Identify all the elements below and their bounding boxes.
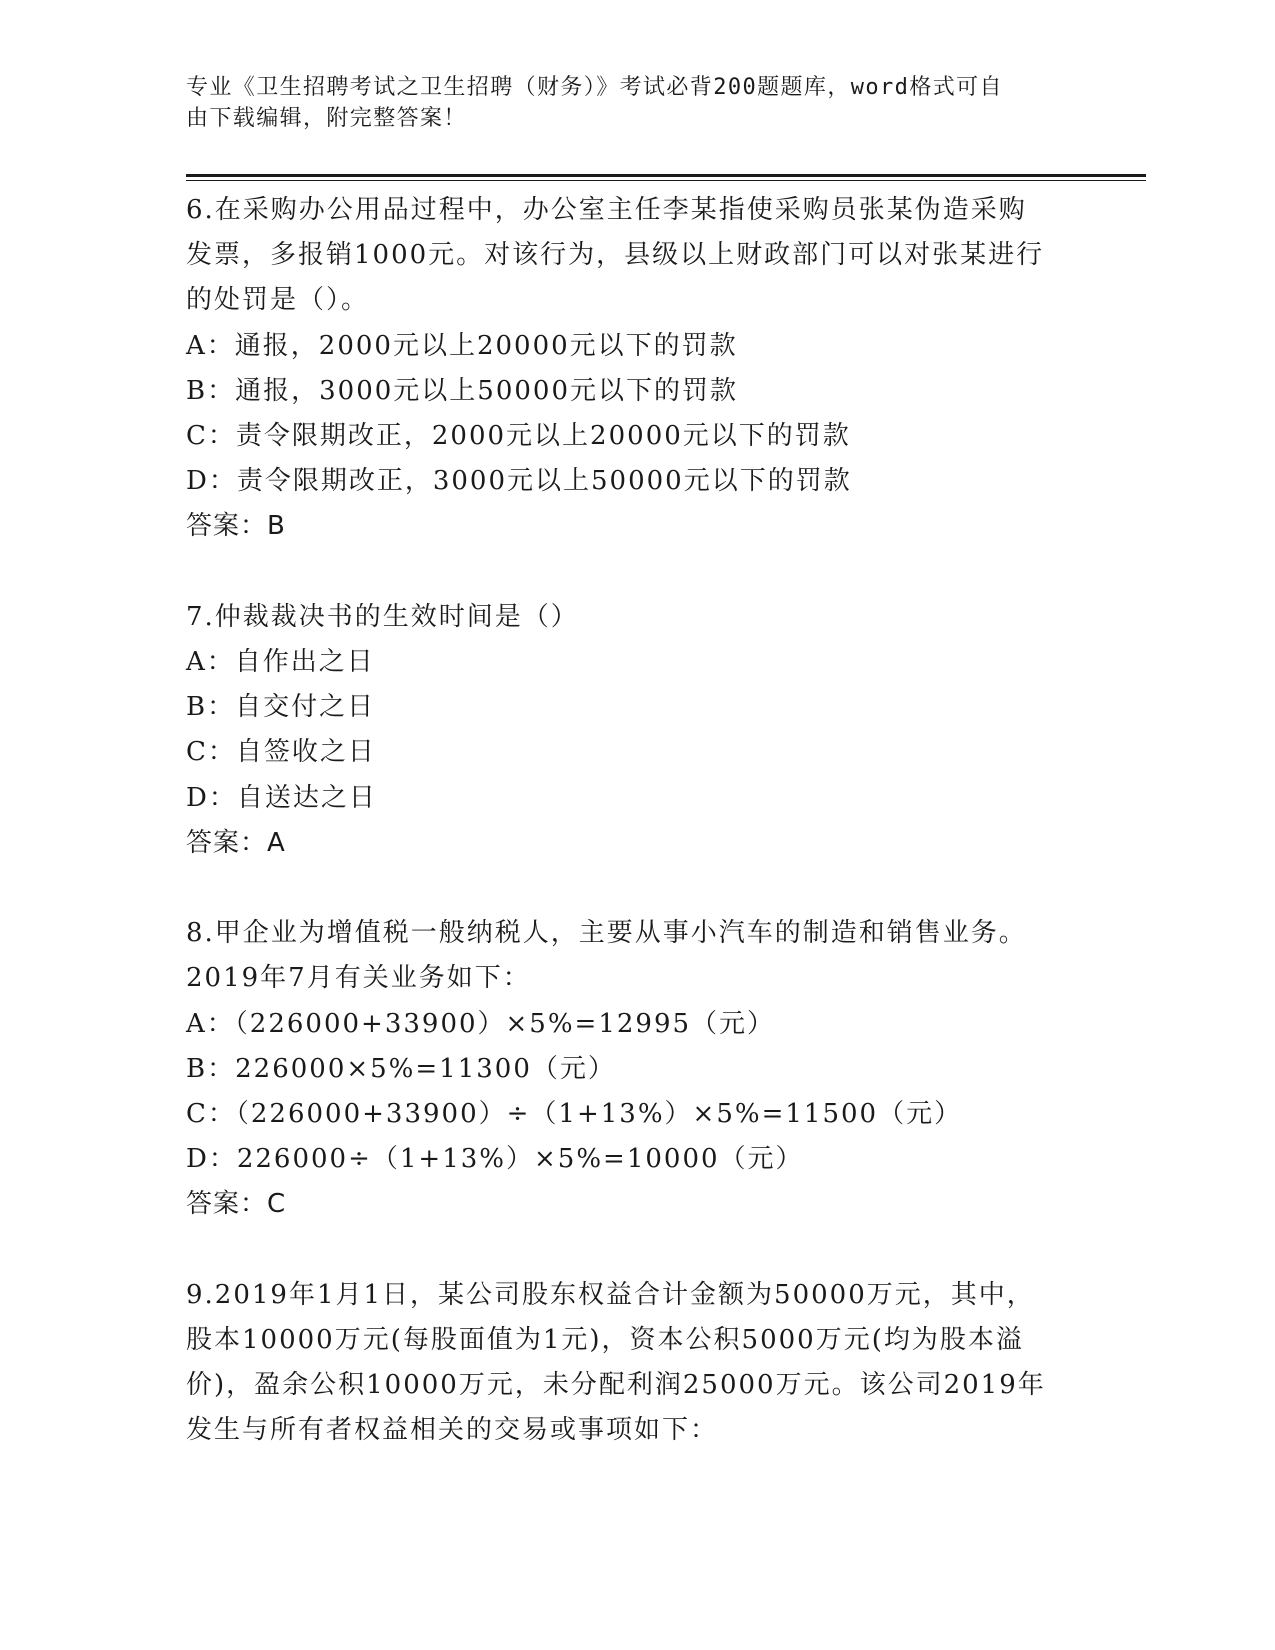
option-c: C：自签收之日: [186, 737, 376, 768]
option-a: A：通报，2000元以上20000元以下的罚款: [186, 330, 738, 361]
option-c: C：（226000+33900）÷（1+13%）×5%=11500（元）: [186, 1099, 963, 1130]
question-7: [186, 595, 1066, 866]
option-d: D：226000÷（1+13%）×5%=10000（元）: [186, 1144, 804, 1175]
option-b: B：自交付之日: [186, 692, 376, 723]
question-text-line: 6.在采购办公用品过程中，办公室主任李某指使采购员张某伪造采购: [186, 195, 1027, 225]
answer-label: 答案：B: [186, 511, 286, 542]
question-text-line: 股本10000万元(每股面值为1元)，资本公积5000万元(均为股本溢: [186, 1325, 1024, 1356]
question-list: [186, 188, 1066, 1499]
header-line-2: 由下载编辑，附完整答案！: [186, 106, 467, 131]
option-d: D：责令限期改正，3000元以上50000元以下的罚款: [186, 466, 852, 497]
question-text-line: 8.甲企业为增值税一般纳税人，主要从事小汽车的制造和销售业务。: [186, 918, 1027, 949]
option-d: D：自送达之日: [186, 782, 377, 813]
question-text-line: 价)，盈余公积10000万元，未分配利润25000万元。该公司2019年: [186, 1370, 1046, 1401]
question-6: [186, 188, 1066, 550]
option-c: C：责令限期改正，2000元以上20000元以下的罚款: [186, 421, 851, 452]
header-line-1: 专业《卫生招聘考试之卫生招聘（财务）》考试必背200题题库，word格式可自: [186, 75, 1003, 100]
document-header: [186, 72, 1066, 134]
question-text-line: 发票，多报销1000元。对该行为，县级以上财政部门可以对张某进行: [186, 240, 1045, 271]
question-text-line: 发生与所有者权益相关的交易或事项如下：: [186, 1415, 719, 1446]
answer-label: 答案：C: [186, 1189, 287, 1220]
answer-label: 答案：A: [186, 827, 286, 858]
option-b: B：通报，3000元以上50000元以下的罚款: [186, 375, 738, 406]
question-text-line: 7.仲裁裁决书的生效时间是（）: [186, 601, 579, 632]
question-text-line: 2019年7月有关业务如下：: [186, 963, 531, 994]
question-text-line: 的处罚是（）。: [186, 285, 370, 316]
option-b: B：226000×5%=11300（元）: [186, 1053, 616, 1084]
header-divider-thin: [186, 180, 1146, 181]
question-9: [186, 1273, 1066, 1454]
header-divider-thick: [186, 174, 1146, 177]
option-a: A：自作出之日: [186, 647, 375, 678]
option-a: A：（226000+33900）×5%=12995（元）: [186, 1008, 776, 1039]
question-8: [186, 911, 1066, 1227]
question-text-line: 9.2019年1月1日，某公司股东权益合计金额为50000万元，其中，: [186, 1279, 1035, 1310]
